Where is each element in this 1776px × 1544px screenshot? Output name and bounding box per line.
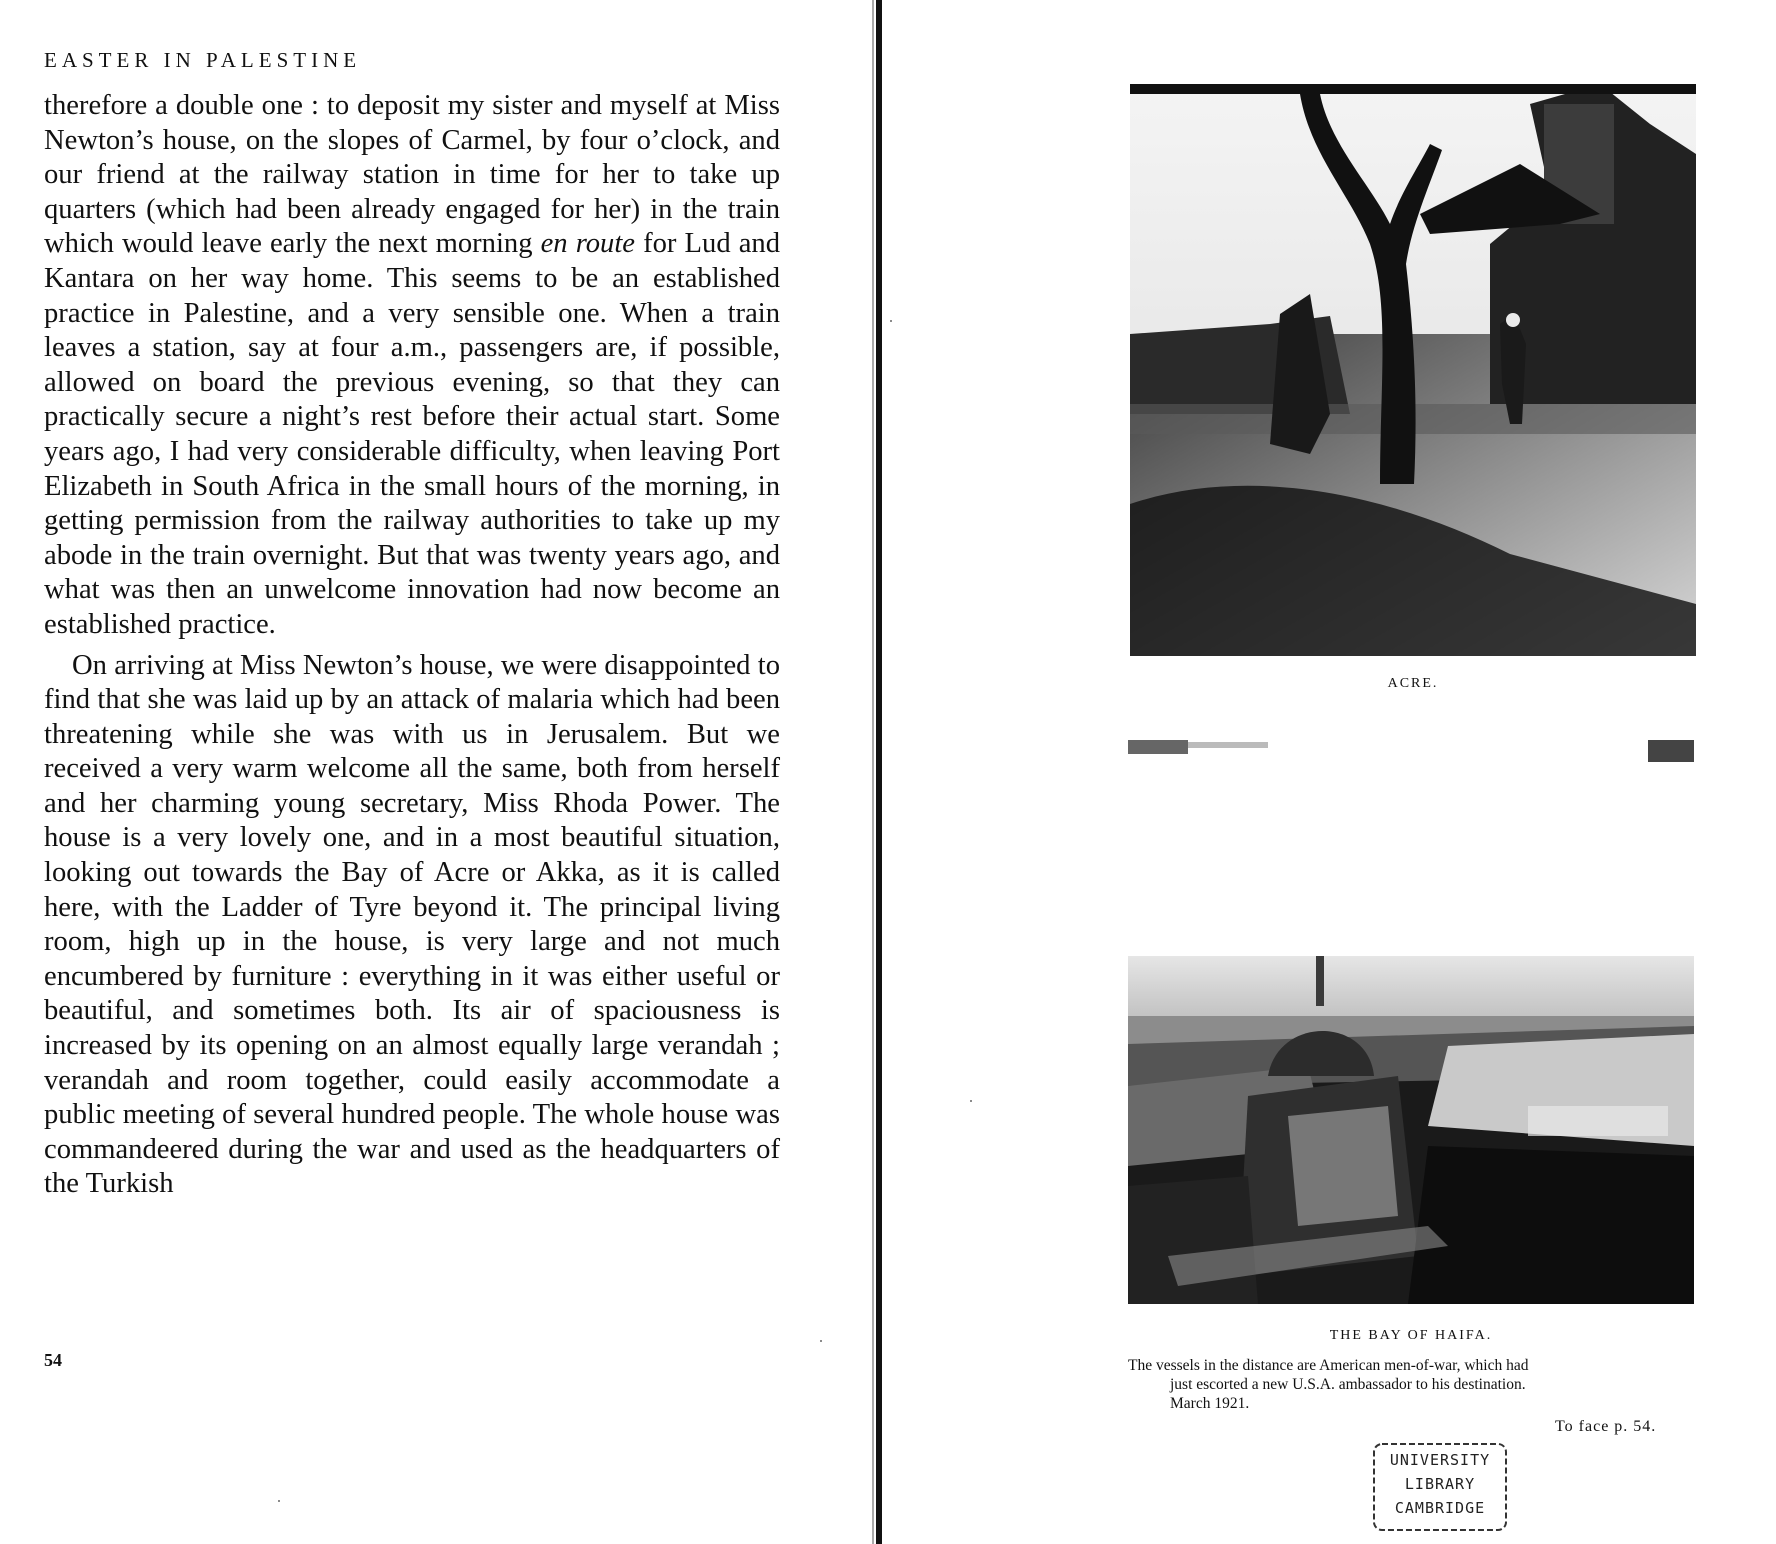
stamp-line-1: UNIVERSITY [1389, 1451, 1491, 1469]
library-stamp [1371, 1440, 1509, 1534]
photo-fragment [1128, 740, 1694, 762]
speck [890, 320, 892, 322]
speck [820, 1340, 822, 1342]
paragraph-1-rest: for Lud and Kantara on her way home. This seems to be an established practice in Palestine, and a very sensible one. When a train leaves a station, say at four a.m., passengers are, if possible, allowed on board the previous evening, so that they can practically secure a night’s rest before their actual start. Some years ago, I had very considerable difficulty, when leaving Port Elizabeth in South Africa in the small hours of the morning, in getting permission from the railway authorities to take up my abode in the train overnight. But that was twenty years ago, and what was then an unwelcome innovation had now become an established practice. [44, 228, 780, 640]
running-head: EASTER IN PALESTINE [44, 48, 362, 72]
note-line-2: just escorted a new U.S.A. ambassador to his destination. [1170, 1376, 1526, 1393]
caption-acre: ACRE. [1387, 676, 1439, 691]
book-gutter [876, 0, 882, 1544]
photo-note [1128, 1356, 1688, 1413]
speck [278, 1500, 280, 1502]
acre-photo [1130, 84, 1696, 656]
stamp-line-3: CAMBRIDGE [1394, 1499, 1486, 1517]
stamp-line-2: LIBRARY [1404, 1475, 1476, 1493]
paragraph-2: On arriving at Miss Newton’s house, we were disappointed to find that she was laid up by an attack of malaria which had been threatening while she was with us in Jerusalem. But we received a very warm welcome all the same, both from herself and her charming young secretary, Miss Rhoda Power. The house is a very lovely one, and in a most beautiful situation, looking out towards the Bay of Acre or Akka, as it is called here, with the Ladder of Tyre beyond it. The principal living room, high up in the house, is very large and not much encumbered by furniture : everything in it was either useful or beautiful, and sometimes both. Its air of spaciousness is increased by its opening on an almost equally large verandah ; verandah and room together, could easily accommodate a public meeting of several hundred people. The whole house was commandeered during the war and used as the headquarters of the Turkish [44, 649, 780, 1200]
paragraph-1-start: therefore a double one : to deposit my sister and myself at Miss Newton’s house, on the slopes of Carmel, by four o’clock, and our friend at the railway station in time for her to take up quarters (which had been already engaged for her) in the train which would leave early the next morning [44, 90, 780, 260]
left-page [44, 48, 780, 1202]
caption-haifa: THE BAY OF HAIFA. [1329, 1328, 1493, 1343]
speck [970, 1100, 972, 1102]
paragraph-1 [44, 89, 780, 643]
facing-page-reference: To face p. 54. [1555, 1418, 1657, 1435]
note-line-3: March 1921. [1170, 1395, 1250, 1412]
note-line-1: The vessels in the distance are American men-of-war, which had [1128, 1357, 1529, 1374]
haifa-photo [1128, 956, 1694, 1304]
page-number: 54 [44, 1350, 62, 1370]
paragraph-1-italic: en route [540, 228, 635, 260]
gutter-shadow [872, 0, 874, 1544]
